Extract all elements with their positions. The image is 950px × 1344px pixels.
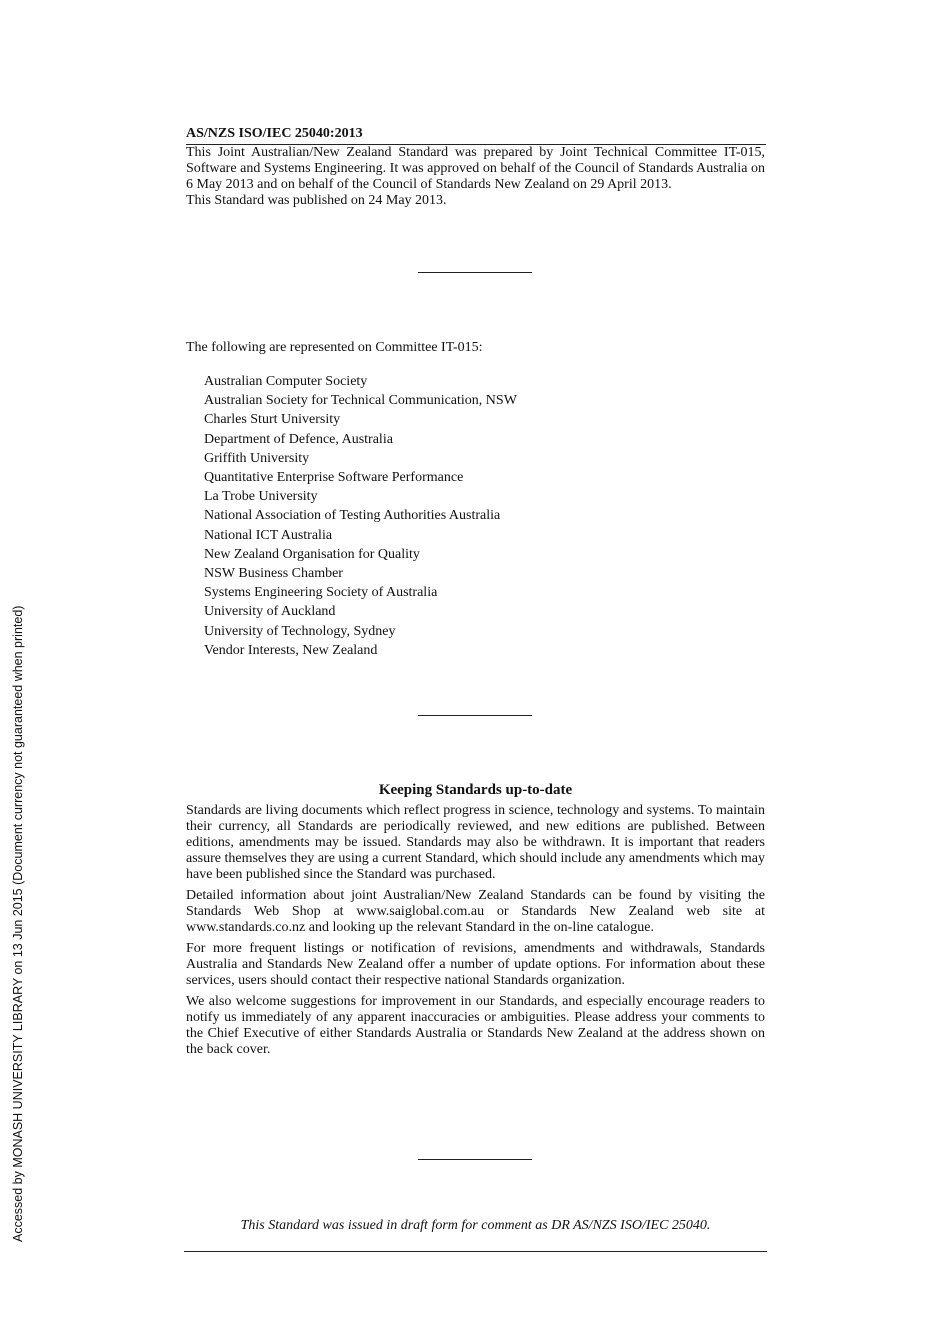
list-item: New Zealand Organisation for Quality [204, 546, 420, 562]
keeping-standards-body [186, 803, 765, 1063]
list-item: University of Technology, Sydney [204, 623, 396, 639]
section-divider [418, 715, 532, 716]
list-item: Quantitative Enterprise Software Performance [204, 470, 464, 486]
list-item: Vendor Interests, New Zealand [204, 642, 378, 658]
list-item: National Association of Testing Authorities Australia [204, 508, 501, 524]
paragraph: Detailed information about joint Australian/New Zealand Standards can be found by visiting the Standards Web Shop at www.saiglobal.com.au or Standards New Zealand web site at www.standards.co.nz and looking up the relevant Standard in the on-line catalogue. [186, 888, 765, 935]
list-item: Systems Engineering Society of Australia [204, 585, 438, 601]
list-item: Griffith University [204, 450, 310, 466]
paragraph: Standards are living documents which reflect progress in science, technology and systems. To maintain their currency, all Standards are periodically reviewed, and new editions are published. Between editions, amendments may be issued. Standards may also be withdrawn. It is important that readers assure themselves they are using a current Standard, which should include any amendments which may have been published since the Standard was purchased. [186, 803, 765, 882]
section-divider [418, 272, 532, 273]
committee-lead-text: The following are represented on Committee IT-015: [186, 340, 483, 355]
section-heading: Keeping Standards up-to-date [378, 782, 573, 798]
footer-rule [184, 1251, 767, 1252]
list-item: Department of Defence, Australia [204, 431, 393, 447]
document-page [186, 0, 765, 1344]
list-item: Charles Sturt University [204, 412, 341, 428]
paragraph: For more frequent listings or notification of revisions, amendments and withdrawals, Standards Australia and Standards New Zealand offer a number of update options. For information about these services, users should contact their respective national Standards organization. [186, 941, 765, 988]
section-divider [418, 1159, 532, 1160]
list-item: National ICT Australia [204, 527, 333, 543]
draft-note: This Standard was issued in draft form for comment as DR AS/NZS ISO/IEC 25040. [240, 1218, 711, 1233]
intro-block [186, 145, 765, 209]
committee-member-list [204, 372, 517, 660]
list-item: Australian Computer Society [204, 374, 368, 389]
document-id: AS/NZS ISO/IEC 25040:2013 [186, 126, 363, 141]
list-item: Australian Society for Technical Communication, NSW [204, 393, 517, 409]
intro-publication-text: This Standard was published on 24 May 2013. [186, 193, 447, 208]
list-item: NSW Business Chamber [204, 566, 343, 582]
list-item: La Trobe University [204, 489, 318, 505]
access-watermark: Accessed by MONASH UNIVERSITY LIBRARY on 13 Jun 2015 (Document currency not guaranteed when printed) [11, 605, 25, 1242]
paragraph: We also welcome suggestions for improvement in our Standards, and especially encourage readers to notify us immediately of any apparent inaccuracies or ambiguities. Please address your comments to the Chief Executive of either Standards Australia or Standards New Zealand at the address shown on the back cover. [186, 994, 765, 1057]
intro-approval-text: This Joint Australian/New Zealand Standard was prepared by Joint Technical Committee IT-015, Software and Systems Engineering. It was approved on behalf of the Council of Standards Australia on 6 May 2013 and on behalf of the Council of Standards New Zealand on 29 April 2013. [186, 145, 765, 192]
list-item: University of Auckland [204, 604, 336, 620]
